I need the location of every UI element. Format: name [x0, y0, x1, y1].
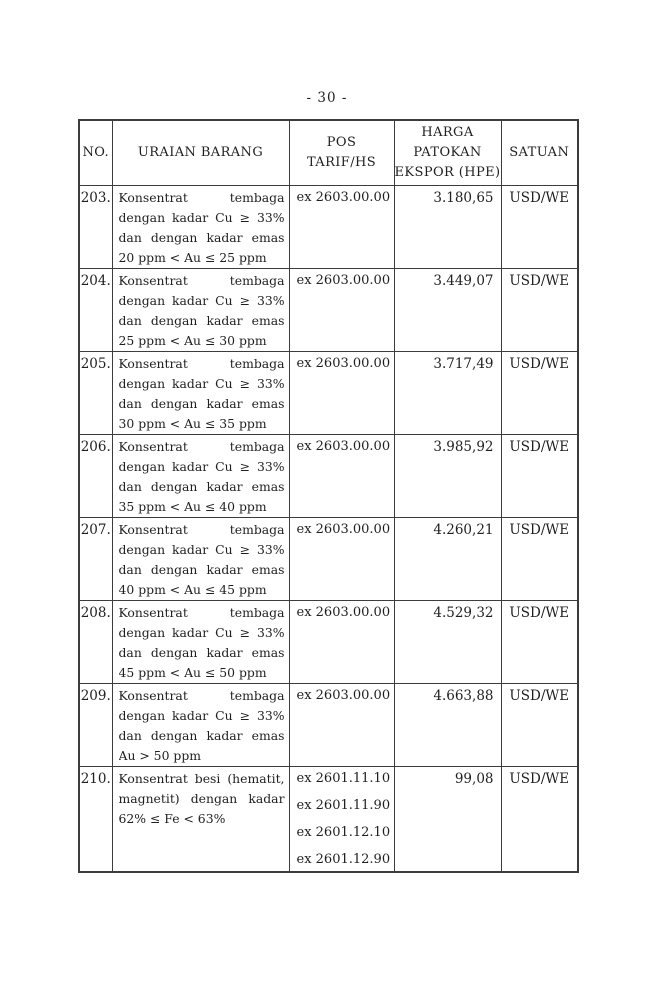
description-line: Konsentrat besi (hematit,	[118, 770, 285, 786]
hs-code: ex 2601.12.10	[296, 824, 391, 840]
description-line: dengan kadar Cu ≥ 33%	[118, 458, 285, 474]
header-uraian-barang: URAIAN BARANG	[112, 120, 289, 185]
hs-code: ex 2603.00.00	[296, 438, 391, 454]
item-description	[119, 603, 285, 683]
unit-cell	[501, 351, 578, 434]
description-line: dengan kadar Cu ≥ 33%	[118, 209, 285, 225]
row-number-cell	[79, 600, 112, 683]
unit-cell	[501, 434, 578, 517]
description-cell	[112, 766, 289, 872]
description-line: magnetit) dengan kadar	[118, 790, 285, 806]
description-line: Konsentrat tembaga	[118, 521, 285, 537]
table-row	[79, 517, 578, 600]
row-number-cell	[79, 185, 112, 268]
description-cell	[112, 434, 289, 517]
hpe-value-cell	[394, 600, 501, 683]
header-pos-line: TARIF/HS	[306, 154, 377, 170]
row-number: 206.	[80, 438, 111, 455]
hpe-value: 3.717,49	[433, 355, 494, 372]
row-number-cell	[79, 351, 112, 434]
hs-codes-cell	[289, 517, 394, 600]
hs-code: ex 2603.00.00	[296, 521, 391, 537]
description-line: 62% ≤ Fe < 63%	[118, 810, 226, 826]
hpe-value: 3.985,92	[433, 438, 494, 455]
hs-codes-cell	[289, 683, 394, 766]
hs-code: ex 2601.11.10	[296, 770, 391, 786]
description-line: Au > 50 ppm	[118, 747, 202, 763]
unit-value: USD/WE	[509, 355, 570, 372]
table-body	[79, 185, 578, 872]
hpe-value-cell	[394, 517, 501, 600]
item-description	[119, 437, 285, 517]
hs-codes-cell	[289, 268, 394, 351]
unit-cell	[501, 766, 578, 872]
row-number-cell	[79, 268, 112, 351]
description-line: Konsentrat tembaga	[118, 687, 285, 703]
hs-code: ex 2601.12.90	[296, 851, 391, 867]
header-hpe	[394, 120, 501, 185]
hpe-value-cell	[394, 766, 501, 872]
hs-code: ex 2601.11.90	[296, 797, 391, 813]
row-number-cell	[79, 766, 112, 872]
description-line: 25 ppm < Au ≤ 30 ppm	[118, 332, 267, 348]
description-line: dan dengan kadar emas	[118, 561, 285, 577]
description-line: Konsentrat tembaga	[118, 272, 285, 288]
unit-cell	[501, 683, 578, 766]
row-number: 208.	[80, 604, 111, 621]
item-description	[119, 271, 285, 351]
hs-codes-cell	[289, 351, 394, 434]
unit-value: USD/WE	[509, 687, 570, 704]
row-number-cell	[79, 683, 112, 766]
unit-value: USD/WE	[509, 438, 570, 455]
description-line: 35 ppm < Au ≤ 40 ppm	[118, 498, 267, 514]
description-line: dan dengan kadar emas	[118, 395, 285, 411]
unit-value: USD/WE	[509, 189, 570, 206]
hs-codes-cell	[289, 434, 394, 517]
hpe-value: 3.180,65	[433, 189, 494, 206]
hs-codes	[297, 686, 394, 706]
description-line: dan dengan kadar emas	[118, 229, 285, 245]
table-row	[79, 600, 578, 683]
hpe-value: 4.260,21	[433, 521, 494, 538]
unit-cell	[501, 517, 578, 600]
description-cell	[112, 268, 289, 351]
item-description	[119, 520, 285, 600]
description-line: dengan kadar Cu ≥ 33%	[118, 375, 285, 391]
hs-codes	[297, 188, 394, 208]
hs-code: ex 2603.00.00	[296, 189, 391, 205]
row-number: 207.	[80, 521, 111, 538]
hpe-value-cell	[394, 268, 501, 351]
description-line: dengan kadar Cu ≥ 33%	[118, 292, 285, 308]
hs-code: ex 2603.00.00	[296, 687, 391, 703]
header-pos-tarif-hs	[289, 120, 394, 185]
hs-codes	[297, 603, 394, 623]
hs-codes	[297, 354, 394, 374]
description-cell	[112, 683, 289, 766]
item-description	[119, 769, 285, 829]
table-row	[79, 434, 578, 517]
hpe-value: 4.529,32	[433, 604, 494, 621]
hpe-value: 4.663,88	[433, 687, 494, 704]
header-no: NO.	[79, 120, 112, 185]
item-description	[119, 188, 285, 268]
description-line: dengan kadar Cu ≥ 33%	[118, 707, 285, 723]
unit-cell	[501, 600, 578, 683]
hs-code: ex 2603.00.00	[296, 604, 391, 620]
description-cell	[112, 600, 289, 683]
table-row	[79, 683, 578, 766]
description-line: Konsentrat tembaga	[118, 604, 285, 620]
description-line: 20 ppm < Au ≤ 25 ppm	[118, 249, 267, 265]
description-line: dan dengan kadar emas	[118, 644, 285, 660]
unit-value: USD/WE	[509, 272, 570, 289]
description-line: Konsentrat tembaga	[118, 189, 285, 205]
description-line: dan dengan kadar emas	[118, 312, 285, 328]
row-number-cell	[79, 434, 112, 517]
description-line: dan dengan kadar emas	[118, 478, 285, 494]
hpe-value-cell	[394, 185, 501, 268]
unit-value: USD/WE	[509, 770, 570, 787]
hpe-value-cell	[394, 683, 501, 766]
hs-codes	[297, 271, 394, 291]
hs-codes-cell	[289, 600, 394, 683]
hs-codes-cell	[289, 766, 394, 872]
row-number: 204.	[80, 272, 111, 289]
header-hpe-line: EKSPOR (HPE)	[394, 164, 501, 180]
row-number: 203.	[80, 189, 111, 206]
description-line: dengan kadar Cu ≥ 33%	[118, 624, 285, 640]
row-number-cell	[79, 517, 112, 600]
hs-codes	[297, 520, 394, 540]
hs-code: ex 2603.00.00	[296, 355, 391, 371]
hpe-value-cell	[394, 434, 501, 517]
hs-code: ex 2603.00.00	[296, 272, 391, 288]
item-description	[119, 354, 285, 434]
unit-value: USD/WE	[509, 604, 570, 621]
hpe-table	[78, 119, 579, 873]
header-row	[79, 120, 578, 185]
description-line: 45 ppm < Au ≤ 50 ppm	[118, 664, 267, 680]
description-line: Konsentrat tembaga	[118, 355, 285, 371]
description-cell	[112, 185, 289, 268]
hs-codes	[297, 769, 394, 870]
hpe-value-cell	[394, 351, 501, 434]
table-row	[79, 185, 578, 268]
header-hpe-line: HARGA	[421, 124, 474, 140]
description-line: 30 ppm < Au ≤ 35 ppm	[118, 415, 267, 431]
row-number: 209.	[80, 687, 111, 704]
hs-codes-cell	[289, 185, 394, 268]
row-number: 210.	[80, 770, 111, 787]
hs-codes	[297, 437, 394, 457]
description-cell	[112, 351, 289, 434]
description-line: dan dengan kadar emas	[118, 727, 285, 743]
hpe-value: 3.449,07	[433, 272, 494, 289]
header-satuan: SATUAN	[501, 120, 578, 185]
description-cell	[112, 517, 289, 600]
hpe-value: 99,08	[454, 770, 494, 787]
description-line: 40 ppm < Au ≤ 45 ppm	[118, 581, 267, 597]
unit-cell	[501, 185, 578, 268]
unit-cell	[501, 268, 578, 351]
item-description	[119, 686, 285, 766]
page-number: - 30 -	[306, 90, 348, 106]
table-row	[79, 766, 578, 872]
table-row	[79, 351, 578, 434]
header-hpe-line: PATOKAN	[413, 144, 482, 160]
description-line: Konsentrat tembaga	[118, 438, 285, 454]
header-pos-line: POS	[326, 134, 357, 150]
unit-value: USD/WE	[509, 521, 570, 538]
description-line: dengan kadar Cu ≥ 33%	[118, 541, 285, 557]
row-number: 205.	[80, 355, 111, 372]
table-row	[79, 268, 578, 351]
